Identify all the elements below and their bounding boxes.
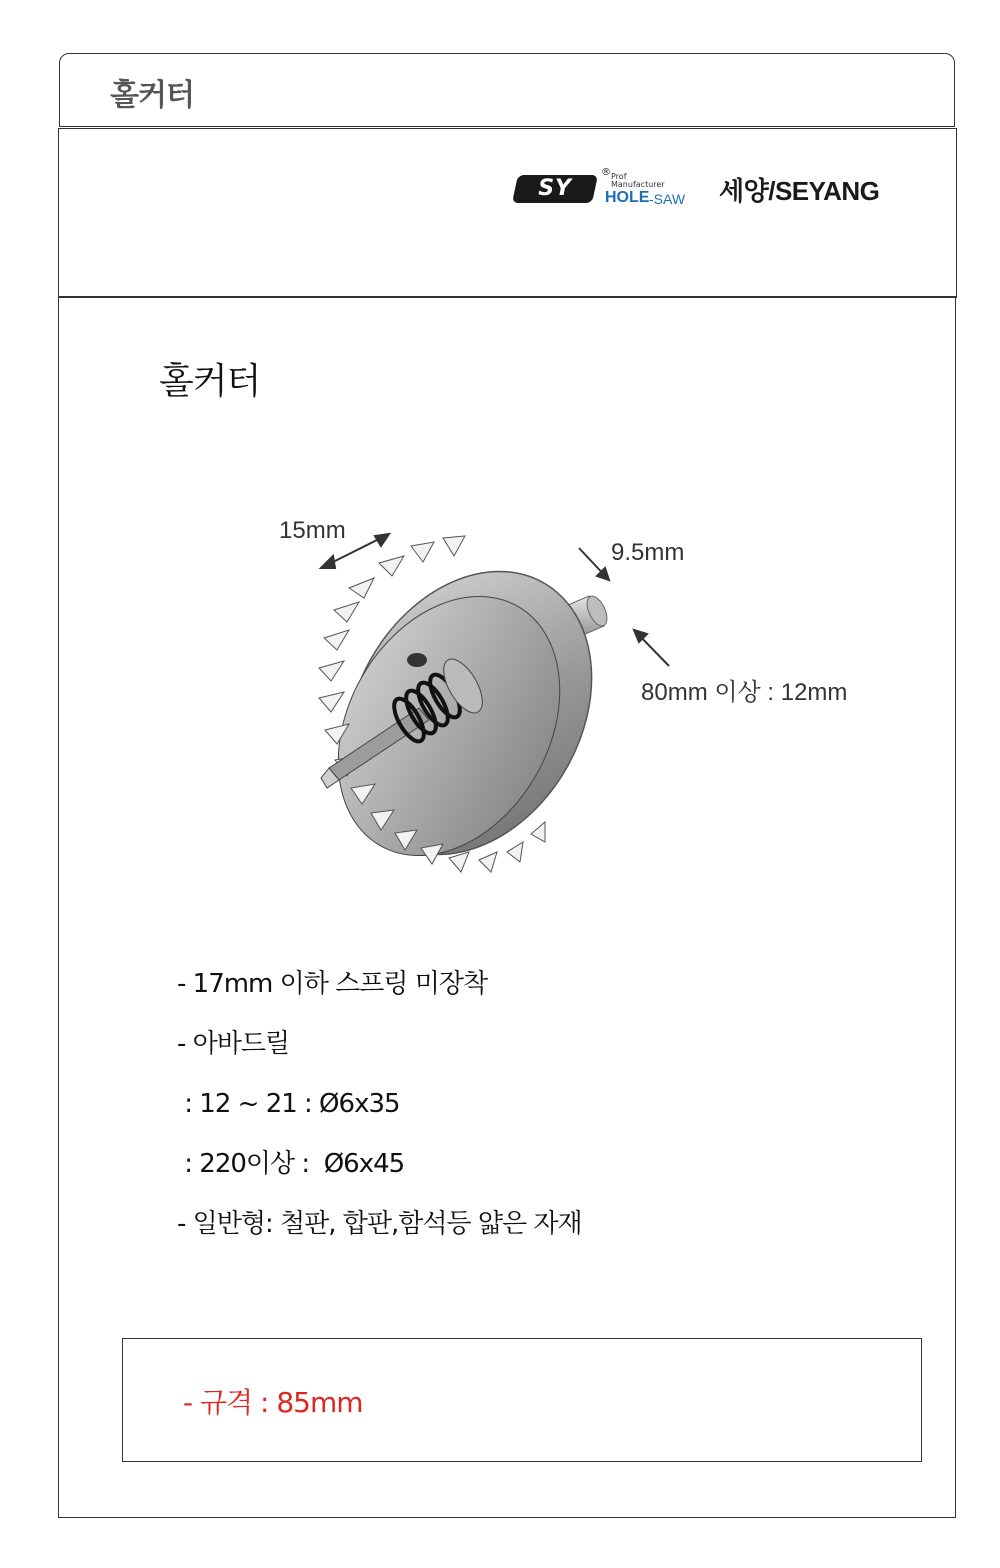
brand-name: 세양/SEYANG <box>719 175 880 206</box>
cutter-body <box>293 527 641 899</box>
size-label: - 규격 : 85mm <box>183 1386 363 1419</box>
dimension-shank: 9.5mm <box>611 539 685 566</box>
spec-line: - 일반형: 철판, 합판,함석등 얇은 자재 <box>177 1209 582 1239</box>
sy-logo-text: SY <box>538 176 572 201</box>
spec-list <box>177 966 582 1266</box>
wordmark-prof: Prof <box>611 172 627 181</box>
spec-line: : 220이상 : Ø6x45 <box>177 1149 405 1179</box>
product-detail <box>58 298 956 1518</box>
spec-line: - 17mm 이하 스프링 미장착 <box>177 969 488 999</box>
brand-section <box>58 128 957 298</box>
sy-logo-badge <box>512 175 598 203</box>
product-title: 홀커터 <box>159 361 261 402</box>
spec-line: - 아바드릴 <box>177 1029 290 1059</box>
wordmark-hole: HOLE <box>605 189 650 206</box>
title-tab <box>59 53 955 127</box>
size-box <box>122 1338 922 1462</box>
brand-logo <box>515 169 879 209</box>
wordmark-manufacturer: Manufacturer <box>611 180 665 189</box>
hole-saw-wordmark <box>601 169 705 209</box>
wordmark-saw: -SAW <box>649 191 686 207</box>
dimension-shank-large: 80mm 이상 : 12mm <box>641 679 848 706</box>
hole-cutter-image <box>229 498 909 918</box>
dimension-cut-depth: 15mm <box>279 517 346 544</box>
registered-mark: ® <box>601 167 611 178</box>
spec-line: : 12 ~ 21 : Ø6x35 <box>177 1089 400 1119</box>
header-title: 홀커터 <box>110 78 194 113</box>
